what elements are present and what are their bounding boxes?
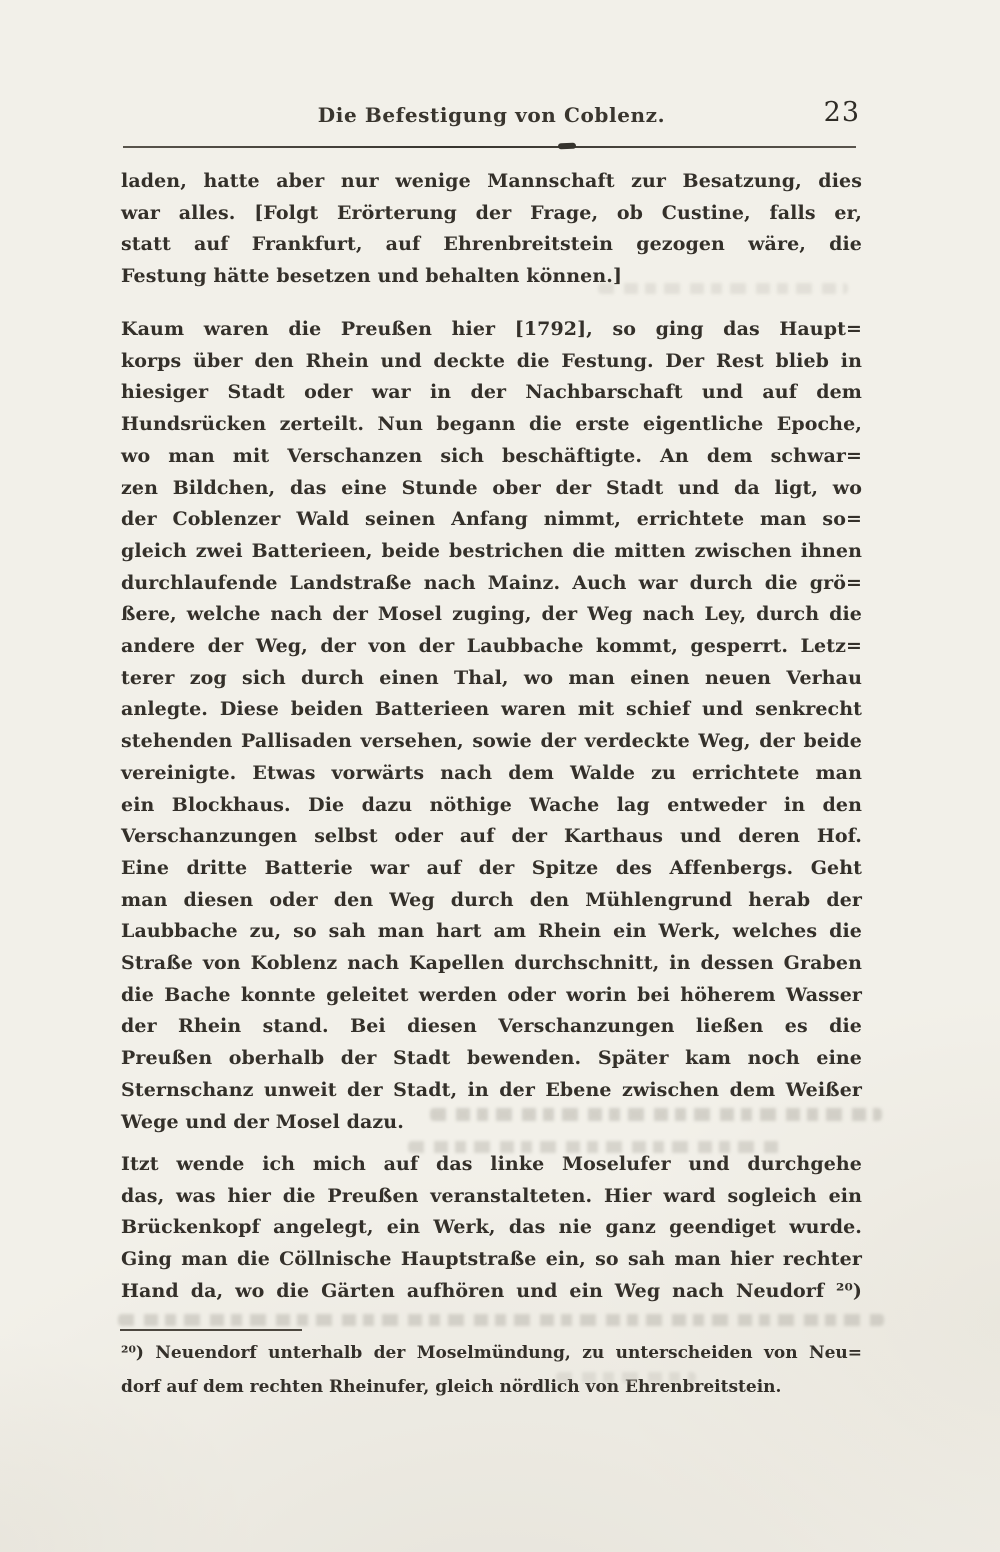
text-line: Wege und der Mosel dazu. <box>121 1110 404 1133</box>
bleedthrough-ghost <box>598 283 848 294</box>
paragraph-main <box>121 314 862 1138</box>
text-line: das, was hier die Preußen veranstalteten. Hier ward sogleich ein <box>121 1184 862 1207</box>
text-line: man diesen oder den Weg durch den Mühlengrund herab der <box>121 888 862 911</box>
text-line: Laubbache zu, so sah man hart am Rhein ein Werk, welches die <box>121 920 862 943</box>
text-line: Eine dritte Batterie war auf der Spitze des Affenbergs. Geht <box>121 856 862 879</box>
text-line: durchlaufende Landstraße nach Mainz. Auch war durch die grö= <box>121 571 862 594</box>
text-line: wo man mit Verschanzen sich beschäftigte. An dem schwar= <box>121 444 862 467</box>
text-line: hiesiger Stadt oder war in der Nachbarschaft und auf dem <box>121 381 862 404</box>
text-line: ein Blockhaus. Die dazu nöthige Wache lag entweder in den <box>121 793 862 816</box>
footnote-separator-rule <box>120 1329 302 1331</box>
text-line: Hundsrücken zerteilt. Nun begann die erste eigentliche Epoche, <box>121 413 862 436</box>
text-line: vereinigte. Etwas vorwärts nach dem Walde zu errichtete man <box>121 761 862 784</box>
text-line: laden, hatte aber nur wenige Mannschaft zur Besatzung, dies <box>121 170 862 192</box>
paragraph-moselufer <box>121 1149 862 1308</box>
text-line: Preußen oberhalb der Stadt bewenden. Später kam noch eine <box>121 1047 862 1070</box>
footnote-line: dorf auf dem rechten Rheinufer, gleich nördlich von Ehrenbreitstein. <box>121 1376 782 1397</box>
text-line: Hand da, wo die Gärten aufhören und ein Weg nach Neudorf ²⁰) <box>121 1279 862 1302</box>
bleedthrough-ghost <box>118 1314 884 1326</box>
text-line: Ging man die Cöllnische Hauptstraße ein, so sah man hier rechter <box>121 1248 862 1271</box>
text-line: der Coblenzer Wald seinen Anfang nimmt, errichtete man so= <box>121 508 862 531</box>
paragraph-continuation <box>121 166 862 293</box>
text-line: war alles. [Folgt Erörterung der Frage, ob Custine, falls er, <box>121 201 862 224</box>
text-line: Sternschanz unweit der Stadt, in der Ebene zwischen dem Weißer <box>121 1078 862 1101</box>
rule-ornament-mark <box>558 143 576 150</box>
bleedthrough-ghost <box>408 1141 780 1153</box>
text-line: korps über den Rhein und deckte die Festung. Der Rest blieb in <box>121 349 862 372</box>
running-head-title: Die Befestigung von Coblenz. <box>317 103 666 127</box>
text-line: die Bache konnte geleitet werden oder worin bei höherem Wasser <box>121 983 862 1006</box>
text-line: stehenden Pallisaden versehen, sowie der verdeckte Weg, der beide <box>121 730 862 753</box>
header-rule <box>123 146 856 148</box>
footnote <box>121 1337 862 1404</box>
text-line: terer zog sich durch einen Thal, wo man einen neuen Verhau <box>121 666 862 689</box>
text-line: gleich zwei Batterieen, beide bestrichen die mitten zwischen ihnen <box>121 539 862 562</box>
text-line: Itzt wende ich mich auf das linke Moselufer und durchgehe <box>121 1153 862 1175</box>
text-line: der Rhein stand. Bei diesen Verschanzungen ließen es die <box>121 1015 862 1038</box>
text-line: Festung hätte besetzen und behalten können.] <box>121 265 623 288</box>
text-line: Brückenkopf angelegt, ein Werk, das nie ganz geendiget wurde. <box>121 1216 862 1239</box>
page-number: 23 <box>823 97 860 128</box>
bleedthrough-ghost <box>430 1108 882 1121</box>
text-line: anlegte. Diese beiden Batterieen waren mit schief und senkrecht <box>121 698 862 721</box>
text-line: Kaum waren die Preußen hier [1792], so ging das Haupt= <box>121 318 862 340</box>
bleedthrough-ghost <box>556 1372 696 1383</box>
text-line: Verschanzungen selbst oder auf der Karthaus und deren Hof. <box>121 825 862 848</box>
running-head <box>121 97 862 137</box>
text-line: ßere, welche nach der Mosel zuging, der Weg nach Ley, durch die <box>121 603 862 626</box>
text-line: statt auf Frankfurt, auf Ehrenbreitstein gezogen wäre, die <box>121 233 862 256</box>
footnote-line: ²⁰) Neuendorf unterhalb der Moselmündung, zu unterscheiden von Neu= <box>121 1343 862 1363</box>
text-line: zen Bildchen, das eine Stunde ober der Stadt und da ligt, wo <box>121 476 862 499</box>
text-line: andere der Weg, der von der Laubbache kommt, gesperrt. Letz= <box>121 635 862 658</box>
text-line: Straße von Koblenz nach Kapellen durchschnitt, in dessen Graben <box>121 952 862 975</box>
